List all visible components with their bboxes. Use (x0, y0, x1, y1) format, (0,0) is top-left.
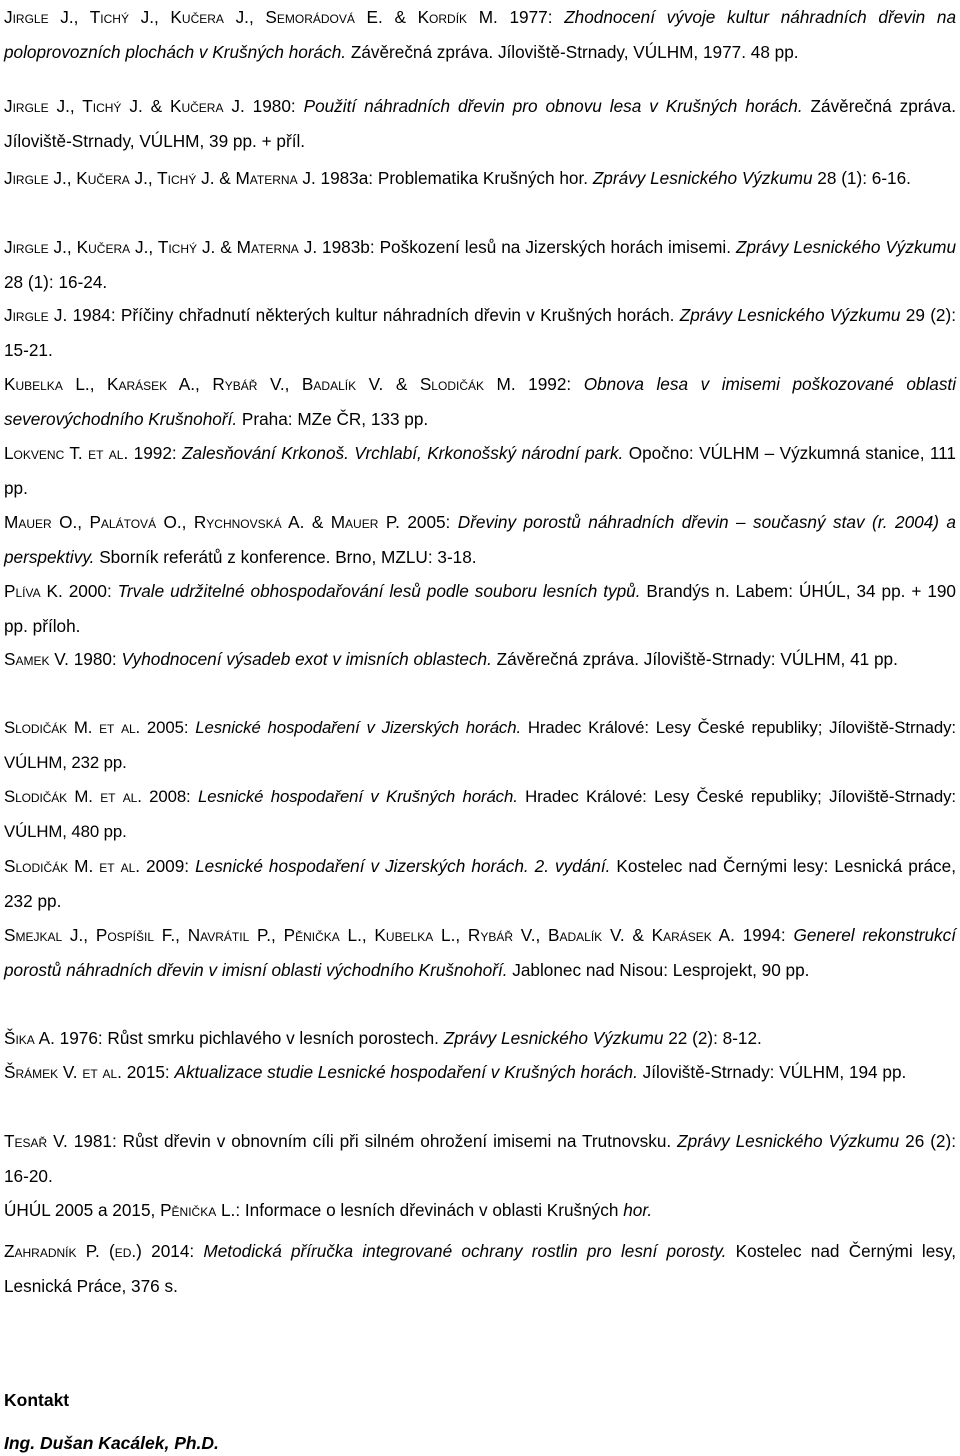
reference-text: Brandýs n. Labem: ÚHÚL, 34 pp. + 190 pp. příloh. (4, 581, 956, 636)
reference-text: : Informace o lesních dřevinách v oblasti Krušných (235, 1200, 624, 1220)
reference-text: Sborník referátů z konference. Brno, MZLU: 3-18. (94, 546, 477, 567)
reference-item (4, 505, 956, 574)
reference-item (4, 780, 956, 849)
reference-title: Vyhodnocení výsadeb exot v imisních oblastech. (121, 649, 492, 669)
reference-title: Zhodnocení vývoje kultur náhradních dřevin na poloprovozních plochách v Krušných horách. (4, 7, 957, 62)
reference-text: 2009: (140, 856, 196, 876)
reference-authors: Slodičák M. et al. (4, 718, 141, 737)
reference-item (4, 642, 956, 677)
reference-authors: Plíva K. (4, 581, 63, 601)
reference-authors: Jirgle J., Tichý J., Kučera J., Semorádová E. & Kordík M. (4, 7, 498, 27)
reference-authors: Jirgle J., Kučera J., Tichý J. & Materna J. (4, 237, 318, 257)
reference-title: Použití náhradních dřevin pro obnovu lesa v Krušných horách. (303, 96, 803, 116)
reference-text: 1994: (734, 925, 794, 945)
reference-item (4, 298, 956, 367)
reference-title: Metodická příručka integrované ochrany rostlin pro lesní porosty. (203, 1241, 727, 1261)
reference-title: Zprávy Lesnického Výzkumu (443, 1028, 664, 1048)
reference-authors: Smejkal J., Pospíšil F., Navrátil P., Pěnička L., Kubelka L., Rybář V., Badalík V. & Karásek A. (4, 925, 735, 945)
reference-text: Závěrečná zpráva. Jíloviště-Strnady: VÚLHM, 41 pp. (491, 649, 898, 669)
reference-title: hor. (623, 1200, 653, 1220)
reference-text: 28 (1): 6-16. (812, 168, 911, 188)
reference-text: 1980: (244, 96, 304, 116)
reference-item (4, 161, 956, 196)
reference-authors: Slodičák M. et al. (4, 787, 142, 806)
reference-text: 29 (2): 15-21. (4, 305, 956, 360)
reference-authors: Mauer O., Palátová O., Rychnovská A. & Mauer P. (4, 512, 400, 532)
reference-title: Zprávy Lesnického Výzkumu (679, 305, 901, 325)
reference-authors: Lokvenc T. et al. (4, 443, 129, 463)
reference-text: ÚHÚL 2005 a 2015, (4, 1200, 161, 1220)
reference-title: Zprávy Lesnického Výzkumu (677, 1131, 900, 1151)
reference-text: 2008: (141, 787, 198, 806)
reference-title: Zalesňování Krkonoš. Vrchlabí, Krkonošský národní park. (182, 443, 624, 463)
reference-item (4, 574, 956, 643)
reference-text: 1983b: Poškození lesů na Jizerských horách imisemi. (317, 237, 736, 257)
reference-text: 2000: (62, 581, 118, 601)
reference-text: 1992: (128, 443, 183, 463)
reference-text: 2015: (121, 1062, 175, 1082)
reference-item (4, 367, 956, 436)
reference-text: Hradec Králové: Lesy České republiky; Jíloviště-Strnady: VÚLHM, 232 pp. (4, 718, 956, 772)
reference-text: Závěrečná zpráva. Jíloviště-Strnady, VÚLHM, 39 pp. + příl. (4, 96, 957, 151)
reference-item (4, 711, 956, 780)
reference-text: 1981: Růst dřevin v obnovním cíli při silném ohrožení imisemi na Trutnovsku. (67, 1131, 678, 1151)
reference-text: 2005: (399, 512, 458, 532)
reference-text: 1976: Růst smrku pichlavého v lesních porostech. (54, 1028, 444, 1048)
reference-text: 1980: (68, 649, 122, 669)
reference-title: Obnova lesa v imisemi poškozované oblasti severovýchodního Krušnohoří. (4, 374, 957, 429)
reference-authors: Kubelka L., Karásek A., Rybář V., Badalík V. & Slodičák M. (4, 374, 516, 394)
reference-item (4, 89, 956, 158)
reference-item (4, 0, 956, 69)
reference-text: 1977: (497, 7, 565, 27)
reference-authors: Pěnička L. (160, 1200, 236, 1220)
reference-item (4, 918, 956, 987)
reference-authors: Jirgle J. (4, 305, 68, 325)
reference-authors: Šika A. (4, 1028, 55, 1048)
reference-item (4, 1124, 956, 1193)
reference-authors: Jirgle J., Kučera J., Tichý J. & Materna J. (4, 168, 316, 188)
reference-title: Generel rekonstrukcí porostů náhradních dřevin v imisní oblasti východního Krušnohoří. (4, 925, 956, 980)
reference-authors: Jirgle J., Tichý J. & Kučera J. (4, 96, 245, 116)
reference-authors: Samek V. (4, 649, 69, 669)
reference-title: Lesnické hospodaření v Krušných horách. (197, 787, 518, 806)
reference-text: 1983a: Problematika Krušných hor. (315, 168, 593, 188)
reference-text: 26 (2): 16-20. (4, 1131, 956, 1186)
reference-title: Zprávy Lesnického Výzkumu (735, 237, 957, 257)
reference-text: Závěrečná zpráva. Jíloviště-Strnady, VÚLHM, 1977. 48 pp. (346, 41, 799, 62)
reference-item (4, 230, 956, 299)
reference-text: Opočno: VÚLHM – Výzkumná stanice, 111 pp. (4, 443, 956, 498)
reference-text: Jablonec nad Nisou: Lesprojekt, 90 pp. (507, 959, 810, 980)
reference-text: Praha: MZe ČR, 133 pp. (237, 408, 429, 429)
contact-heading: Kontakt (4, 1390, 70, 1410)
reference-text: Kostelec nad Černými lesy, Lesnická Práce, 376 s. (4, 1241, 956, 1296)
reference-text: 22 (2): 8-12. (663, 1028, 762, 1048)
reference-item (4, 436, 956, 505)
reference-text: Jíloviště-Strnady: VÚLHM, 194 pp. (637, 1062, 907, 1082)
reference-title: Zprávy Lesnického Výzkumu (592, 168, 813, 188)
reference-text: Kostelec nad Černými lesy: Lesnická práce, 232 pp. (4, 856, 956, 911)
contact-name: Ing. Dušan Kacálek, Ph.D. (4, 1433, 219, 1453)
reference-text: 1984: Příčiny chřadnutí některých kultur náhradních dřevin v Krušných horách. (67, 305, 680, 325)
reference-authors: Zahradník P. (ed.) (4, 1241, 142, 1261)
reference-text: 28 (1): 16-24. (4, 271, 108, 292)
reference-authors: Tesař V. (4, 1131, 68, 1151)
reference-item (4, 1193, 956, 1228)
reference-title: Lesnické hospodaření v Jizerských horách. (195, 718, 522, 737)
reference-title: Aktualizace studie Lesnické hospodaření v Krušných horách. (174, 1062, 638, 1082)
reference-text: Hradec Králové: Lesy České republiky; Jíloviště-Strnady: VÚLHM, 480 pp. (4, 787, 956, 841)
reference-item (4, 1021, 956, 1056)
reference-text: 2005: (140, 718, 196, 737)
reference-text: 1992: (515, 374, 584, 394)
reference-authors: Slodičák M. et al. (4, 856, 141, 876)
reference-item (4, 849, 956, 918)
reference-title: Lesnické hospodaření v Jizerských horách. 2. vydání. (195, 856, 611, 876)
reference-item (4, 1234, 956, 1303)
reference-text: 2014: (141, 1241, 204, 1261)
reference-authors: Šrámek V. et al. (4, 1062, 122, 1082)
reference-item (4, 1055, 956, 1090)
reference-title: Trvale udržitelné obhospodařování lesů podle souboru lesních typů. (117, 581, 641, 601)
reference-title: Dřeviny porostů náhradních dřevin – současný stav (r. 2004) a perspektivy. (4, 512, 956, 567)
